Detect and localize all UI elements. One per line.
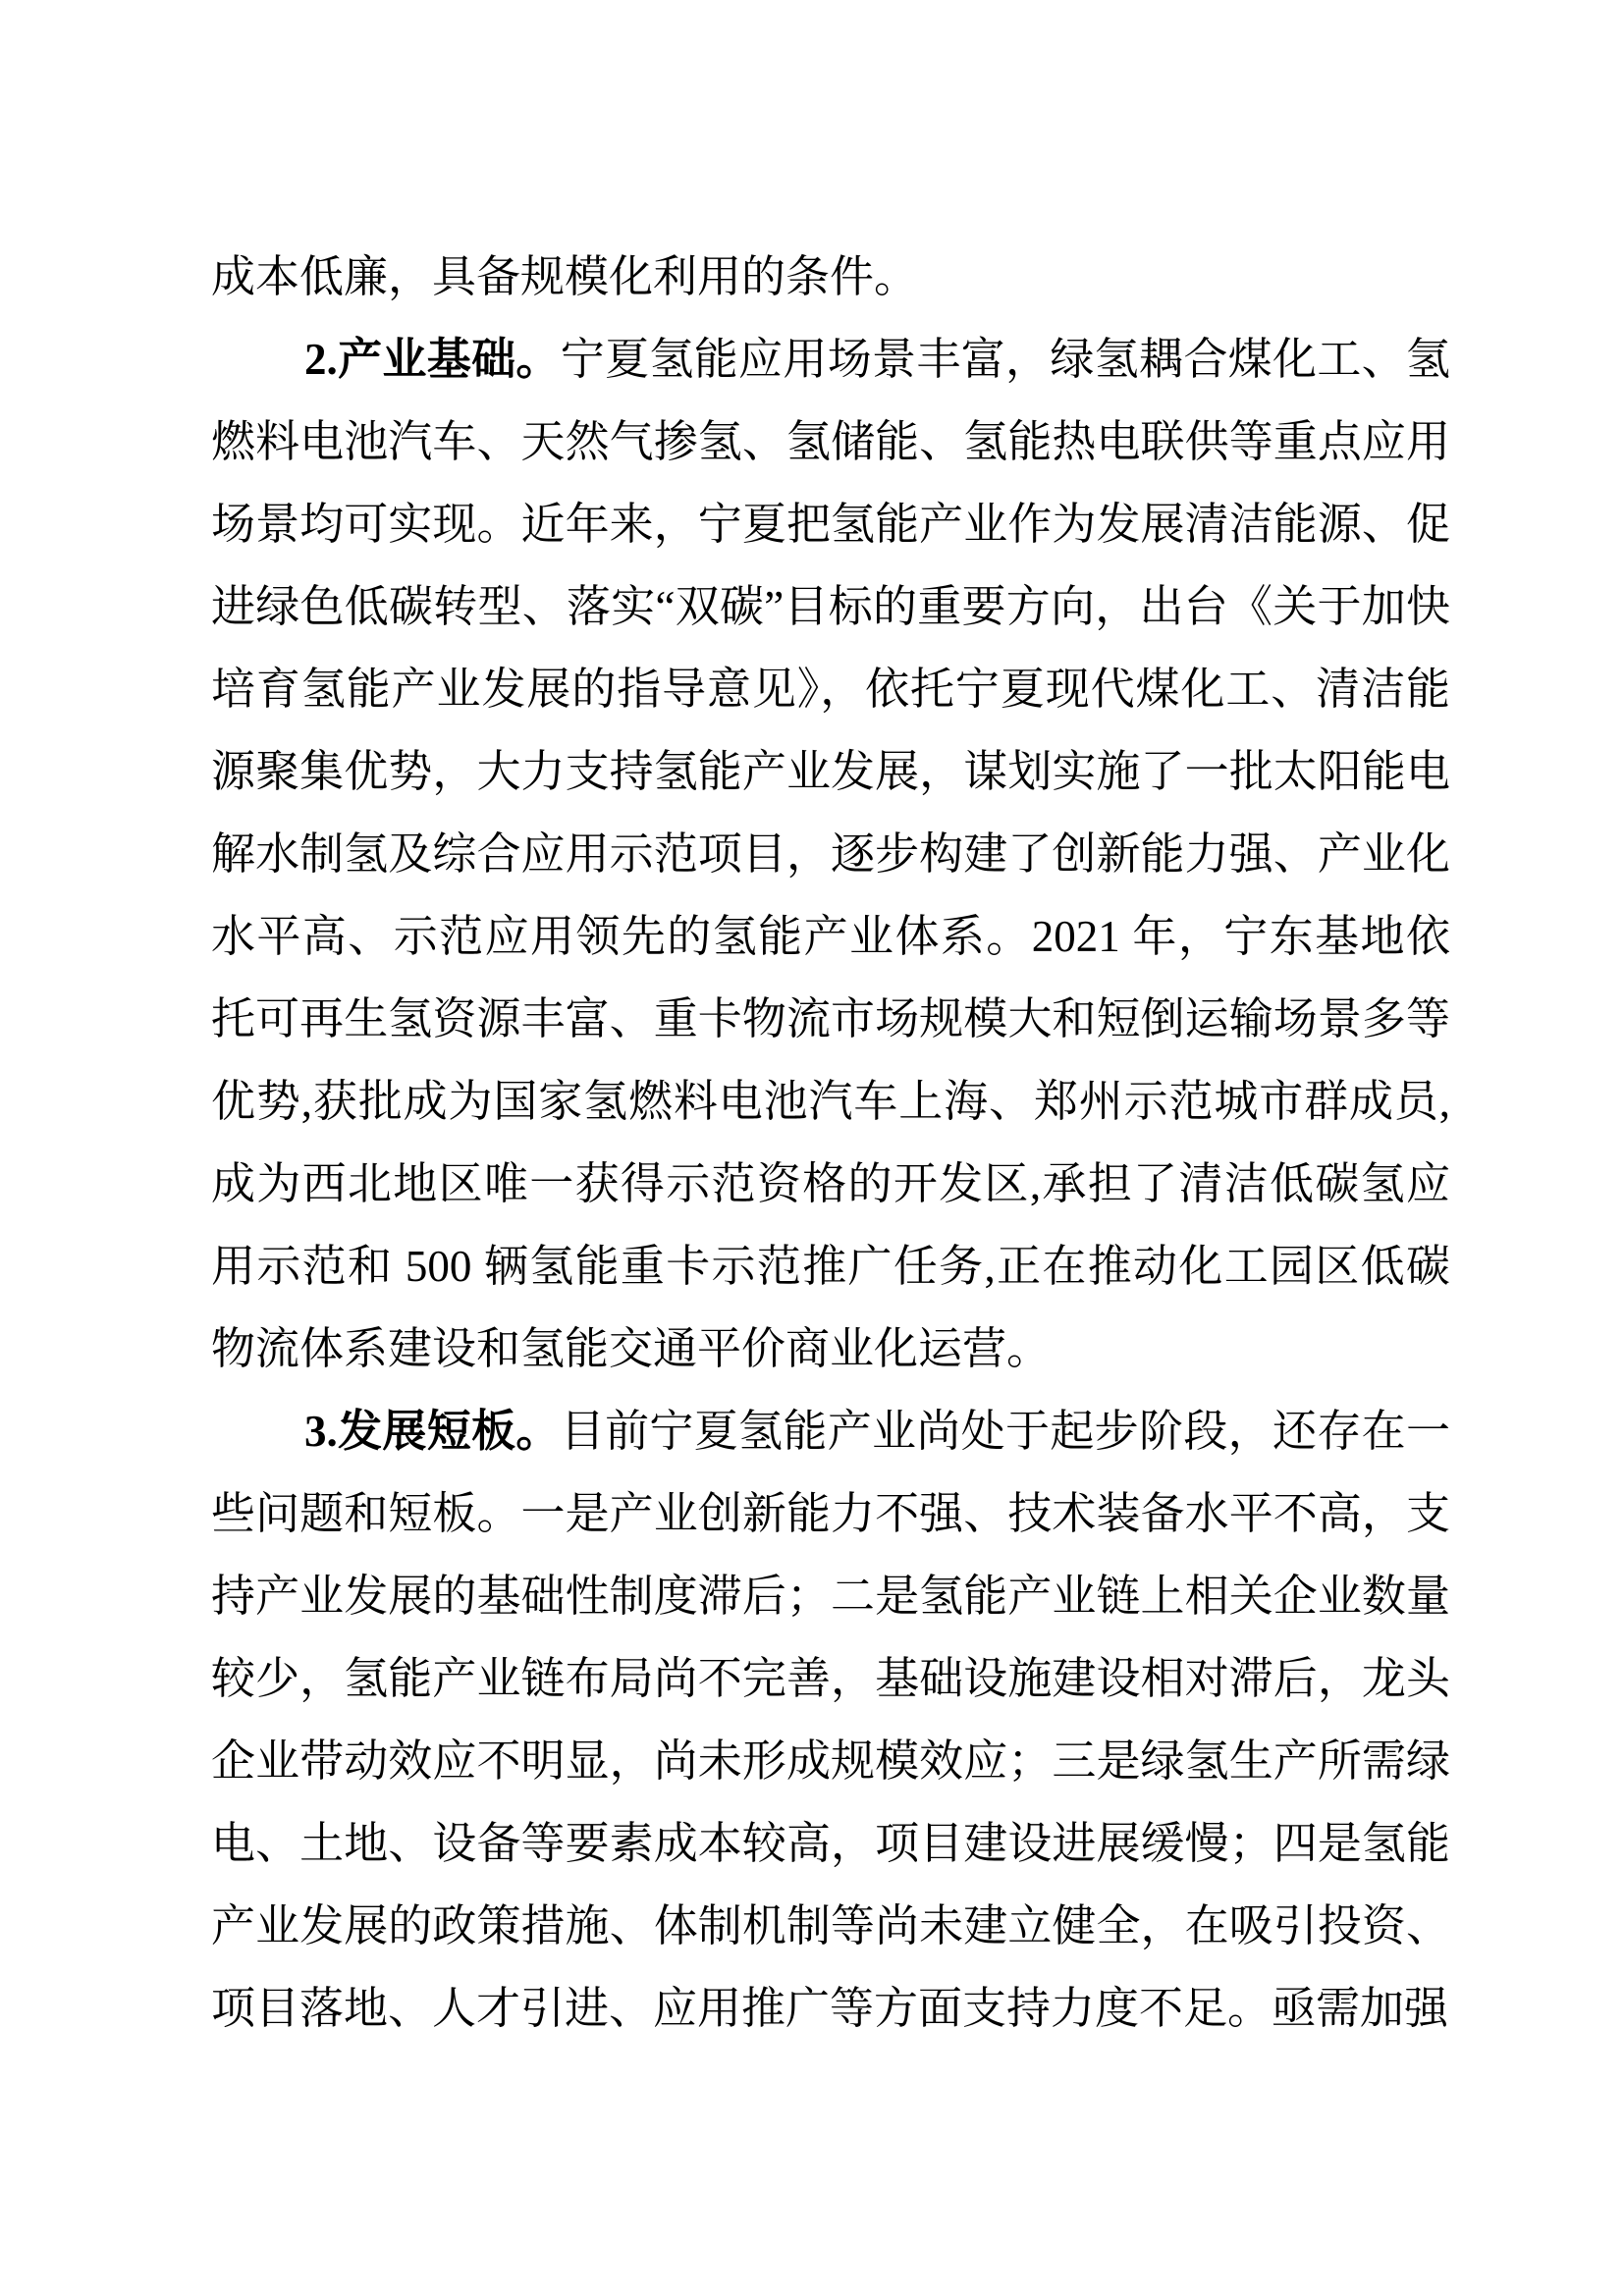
document-body <box>211 236 1450 2050</box>
paragraph-industry-base <box>211 318 1450 1390</box>
paragraph-development-shortcomings <box>211 1390 1450 2050</box>
paragraph-text: 目前宁夏氢能产业尚处于起步阶段，还存在一些问题和短板。一是产业创新能力不强、技术装备水平不高，支持产业发展的基础性制度滞后；二是氢能产业链上相关企业数量较少，氢能产业链布局尚不完善，基础设施建设相对滞后，龙头企业带动效应不明显，尚未形成规模效应；三是绿氢生产所需绿电、土地、设备等要素成本较高，项目建设进展缓慢；四是氢能产业发展的政策措施、体制机制等尚未建立健全，在吸引投资、项目落地、人才引进、应用推广等方面支持力度不足。亟需加强 <box>211 1407 1450 2033</box>
paragraph-text: 宁夏氢能应用场景丰富，绿氢耦合煤化工、氢燃料电池汽车、天然气掺氢、氢储能、氢能热电联供等重点应用场景均可实现。近年来，宁夏把氢能产业作为发展清洁能源、促进绿色低碳转型、落实“双碳”目标的重要方向，出台《关于加快培育氢能产业发展的指导意见》，依托宁夏现代煤化工、清洁能源聚集优势，大力支持氢能产业发展，谋划实施了一批太阳能电解水制氢及综合应用示范项目，逐步构建了创新能力强、产业化水平高、示范应用领先的氢能产业体系。2021 年，宁东基地依托可再生氢资源丰富、重卡物流市场规模大和短倒运输场景多等优势,获批成为国家氢燃料电池汽车上海、郑州示范城市群成员,成为西北地区唯一获得示范资格的开发区,承担了清洁低碳氢应用示范和 500 辆氢能重卡示范推广任务,正在推动化工园区低碳物流体系建设和氢能交通平价商业化运营。 <box>211 335 1450 1373</box>
paragraph-heading: 2.产业基础。 <box>304 335 561 384</box>
paragraph-heading: 3.发展短板。 <box>304 1407 561 1456</box>
paragraph-continuation <box>211 236 1450 318</box>
paragraph-text: 成本低廉，具备规模化利用的条件。 <box>211 252 919 301</box>
